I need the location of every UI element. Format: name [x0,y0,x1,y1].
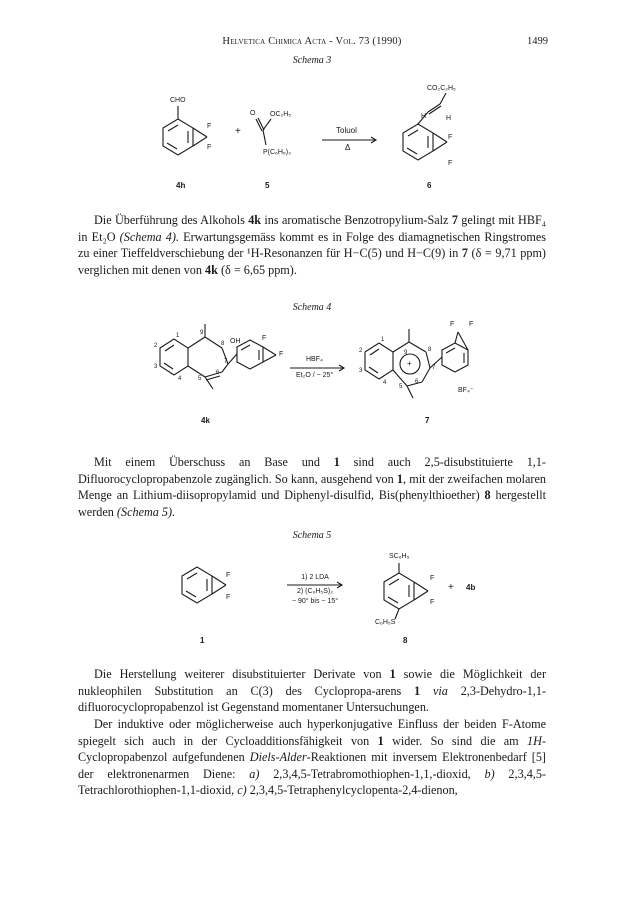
label-sc6h5: SC₆H₅ [389,553,410,560]
plus-sign: + [235,126,241,137]
label-f: F [448,160,453,167]
arrow-label: HBF₄ [306,356,323,363]
label-f: F [262,335,267,342]
atom-number: 7 [224,359,228,365]
label-f: F [469,321,474,328]
paragraph: Die Überführung des Alkohols 4k ins aromatische Benzotropylium-Salz 7 gelingt mit HBF₄ in Et₂O (Schema 4). Erwartungsgemäss kommt es in Folge des diamagnetischen Ringstromes zu einer Tieffeldverschiebung der ¹H-Resonanzen für H−C(5) und H−C(9) in 7 (δ = 9,71 ppm) verglichen mit denen von 4k (δ = 6,65 ppm). [78,213,547,277]
compound-label: 7 [425,416,430,425]
atom-number: 1 [176,333,180,339]
paragraph: Die Herstellung weiterer disubstituierter Derivate von 1 sowie die Möglichkeit der nukleophilen Substitution an C(3) des Cyclopropa-arens 1 via 2,3-Dehydro-1,1-difluorocyclopropabenzol ist Gegenstand momentaner Untersuchungen. [78,667,546,714]
label-oc2h5: OC₂H₅ [270,111,292,118]
compound-label: 4h [176,181,186,190]
condition-2: 2) (C₆H₅S)₂ [297,588,333,595]
side-product: 4b [466,583,476,592]
label-f: F [430,575,435,582]
label-co2c2h5: CO₂C₂H₅ [427,85,456,92]
label-f: F [430,599,435,606]
atom-number: 5 [198,376,202,382]
atom-number: 8 [221,341,225,347]
atom-number: 4 [383,380,387,386]
atom-number: 9 [404,350,408,356]
label-bf4: BF₄⁻ [458,387,474,394]
atom-number: 6 [415,379,419,385]
label-oh: OH [230,338,241,345]
atom-number: 9 [200,330,204,336]
label-f: F [226,594,231,601]
plus-sign: + [448,582,454,593]
label-f: F [279,351,284,358]
compound-label: 6 [427,181,432,190]
scheme-3-title: Schema 3 [292,55,332,66]
label-h: H [446,115,452,122]
label-f: F [450,321,455,328]
running-header: Helvetica Chimica Acta - Vol. 73 (1990) [222,36,402,47]
label-o: O [250,110,256,117]
arrow-below: Δ [345,143,351,152]
label-f: F [207,144,212,151]
arrow-below: Et₂O / − 25° [296,372,334,379]
atom-number: 3 [359,368,363,374]
label-f: F [226,572,231,579]
arrow-label: Toluol [336,126,357,135]
atom-number: 2 [359,348,363,354]
atom-number: 1 [381,337,385,343]
paragraph: Der induktive oder möglicherweise auch hyperkonjugative Einfluss der beiden F-Atome spiegelt sich auch in der Cycloadditionsfähigkeit von 1 wider. So sind die am 1H-Cyclopropabenzol aufgefundenen Diels-Alder-Reaktionen mit inversem Elektronenbedarf [5] der elektronenarmen Diene: a) 2,3,4,5-Tetrabromothiophen-1,1,-dioxid, b) 2,3,4,5-Tetrachlorothiophen-1,1-dioxid, c) 2,3,4,5-Tetraphenylcyclopenta-2,4-dienon, [78,717,547,797]
label-f: F [207,123,212,130]
label-pph3: P(C₆H₅)₃ [263,149,291,156]
compound-label: 1 [200,636,205,645]
atom-number: 4 [178,376,182,382]
atom-number: 7 [432,365,436,371]
compound-label: 4k [201,416,210,425]
scheme-5-title: Schema 5 [292,530,332,541]
atom-number: 6 [216,370,220,376]
atom-number: 8 [428,347,432,353]
cation-charge: + [407,359,412,368]
atom-number: 2 [154,343,158,349]
label-f: F [448,134,453,141]
atom-number: 3 [154,364,158,370]
label-cho: CHO [170,97,186,104]
label-h: H [421,113,427,120]
paragraph: Mit einem Überschuss an Base und 1 sind auch 2,5-disubstituierte 1,1-Difluorocyclopropabenzole zugänglich. So kann, ausgehend von 1, mit der zweifachen molaren Menge an Lithium-diisopropylamid und Diphenyl-disulfid, Bis(phenylthioether) 8 hergestellt werden (Schema 5). [78,455,546,519]
scheme-4-title: Schema 4 [292,302,332,313]
condition-1: 1) 2 LDA [301,574,329,581]
atom-number: 5 [399,384,403,390]
label-c6h5s: C₆H₅S [375,619,396,626]
condition-3: − 90° bis − 15° [291,598,339,605]
compound-label: 5 [265,181,270,190]
page-number: 1499 [527,36,548,47]
compound-label: 8 [403,636,408,645]
